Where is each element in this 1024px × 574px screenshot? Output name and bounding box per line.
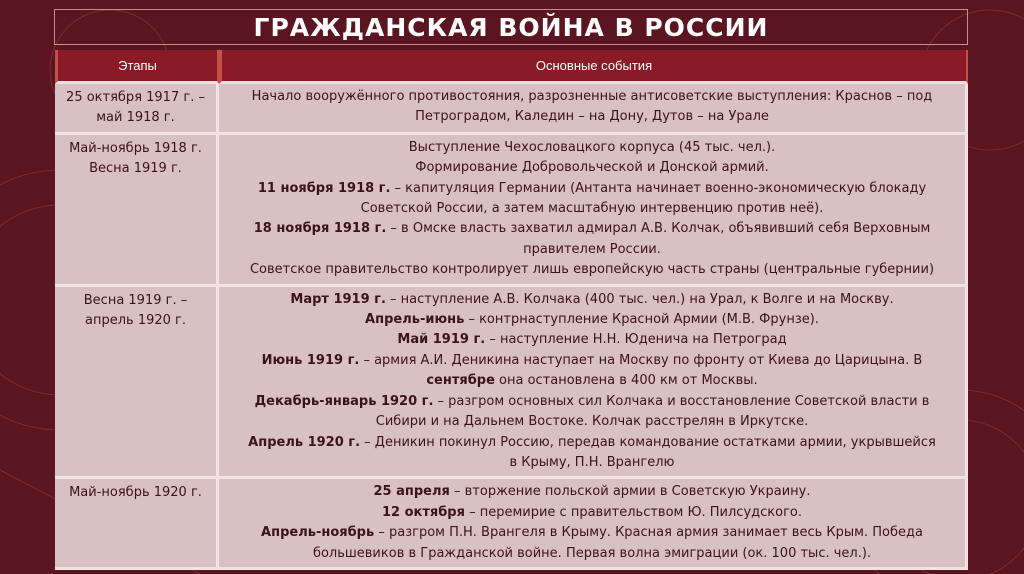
event-line — [223, 330, 961, 350]
event-date: 25 апреля — [373, 484, 450, 500]
event-line — [223, 199, 961, 219]
event-text: – Деникин покинул Россию, передав командование остатками армии, укрывшейся — [360, 434, 936, 450]
event-line — [223, 138, 961, 158]
event-date: Май 1919 г. — [397, 332, 486, 348]
event-text: Петроградом, Каледин – на Дону, Дутов – на Урале — [415, 109, 769, 125]
events-cell — [219, 135, 968, 287]
stage-text: Май-ноябрь 1920 г. — [69, 485, 202, 501]
event-date: 12 октября — [381, 504, 465, 520]
event-text: – вторжение польской армии в Советскую Украину. — [449, 484, 811, 500]
table-row — [55, 84, 968, 135]
table-row — [55, 135, 968, 287]
event-text: – капитуляция Германии (Антанта начинает военно-экономическую блокаду — [390, 180, 927, 196]
event-text: правителем России. — [523, 241, 661, 257]
event-text: Советское правительство контролирует лишь европейскую часть страны (центральные губернии) — [249, 262, 935, 278]
events-cell — [219, 479, 968, 570]
event-line — [223, 453, 961, 473]
event-text: – разгром основных сил Колчака и восстановление Советской власти в — [433, 393, 930, 409]
event-date: Апрель-ноябрь — [261, 525, 375, 541]
table-row — [55, 287, 968, 480]
event-line — [223, 179, 961, 199]
event-text: – наступление А.В. Колчака (400 тыс. чел.) на Урал, к Волге и на Москву. — [385, 291, 894, 307]
event-line — [223, 87, 961, 107]
stage-cell — [55, 479, 219, 570]
event-line — [223, 392, 961, 412]
event-line — [223, 158, 961, 178]
event-text: – разгром П.Н. Врангеля в Крыму. Красная армия занимает весь Крым. Победа — [374, 525, 923, 541]
title-bar — [54, 9, 968, 45]
event-line — [223, 503, 961, 523]
stage-text: 25 октября 1917 г. – — [66, 90, 205, 105]
stage-text: Весна 1919 г. — [89, 161, 182, 177]
event-line — [223, 523, 961, 543]
event-text: она остановлена в 400 км от Москвы. — [494, 373, 758, 389]
event-line — [223, 412, 961, 432]
header-events: Основные события — [219, 50, 968, 84]
event-line — [223, 107, 961, 127]
stage-cell — [55, 287, 219, 480]
event-text: – армия А.И. Деникина наступает на Москву по фронту от Киева до Царицына. В — [359, 352, 923, 368]
event-text: Выступление Чехословацкого корпуса (45 тыс. чел.). — [408, 139, 776, 155]
event-line — [223, 240, 961, 260]
event-line — [223, 482, 961, 502]
stage-cell — [55, 135, 219, 287]
event-date: Апрель 1920 г. — [248, 434, 361, 450]
event-text: Сибири и на Дальнем Востоке. Колчак расстрелян в Иркутске. — [375, 414, 809, 430]
event-text: большевиков в Гражданской войне. Первая волна эмиграции (ок. 100 тыс. чел.). — [312, 545, 872, 561]
event-date: Март 1919 г. — [290, 291, 386, 307]
event-text: в Крыму, П.Н. Врангелю — [509, 454, 675, 470]
stage-text: Весна 1919 г. – — [83, 292, 188, 308]
events-cell — [219, 287, 968, 480]
event-text: Советской России, а затем масштабную интервенцию против неё). — [360, 201, 824, 217]
event-line — [223, 260, 961, 280]
table-row — [55, 479, 968, 570]
event-text: Формирование Добровольческой и Донской армий. — [415, 160, 769, 176]
event-text: – в Омске власть захватил адмирал А.В. Колчак, объявивший себя Верховным — [386, 221, 931, 237]
event-text: – контрнаступление Красной Армии (М.В. Фрунзе). — [464, 312, 819, 328]
event-date: Декабрь-январь 1920 г. — [254, 393, 434, 409]
event-line — [223, 310, 961, 330]
stage-text: май 1918 г. — [96, 110, 175, 126]
stage-text: Май-ноябрь 1918 г. — [69, 140, 202, 156]
event-line — [223, 219, 961, 239]
event-line — [223, 351, 961, 371]
event-date: 11 ноября 1918 г. — [257, 180, 391, 196]
civil-war-table — [55, 50, 968, 570]
event-line — [223, 433, 961, 453]
stage-cell — [55, 84, 219, 135]
event-date: сентябре — [426, 373, 495, 389]
event-line — [223, 290, 961, 310]
table-header-row — [55, 50, 968, 84]
event-text: – наступление Н.Н. Юденича на Петроград — [485, 332, 787, 348]
event-text: Начало вооружённого противостояния, разрозненные антисоветские выступления: Краснов – под — [251, 89, 933, 104]
event-date: 18 ноября 1918 г. — [253, 221, 387, 237]
event-line — [223, 544, 961, 564]
events-cell — [219, 84, 968, 135]
event-date: Июнь 1919 г. — [261, 352, 360, 368]
event-date: Апрель-июнь — [365, 312, 465, 328]
header-stages: Этапы — [55, 50, 219, 84]
event-text: – перемирие с правительством Ю. Пилсудского. — [464, 504, 803, 520]
event-line — [223, 371, 961, 391]
stage-text: апрель 1920 г. — [85, 313, 186, 329]
page-title: ГРАЖДАНСКАЯ ВОЙНА В РОССИИ — [253, 13, 769, 42]
